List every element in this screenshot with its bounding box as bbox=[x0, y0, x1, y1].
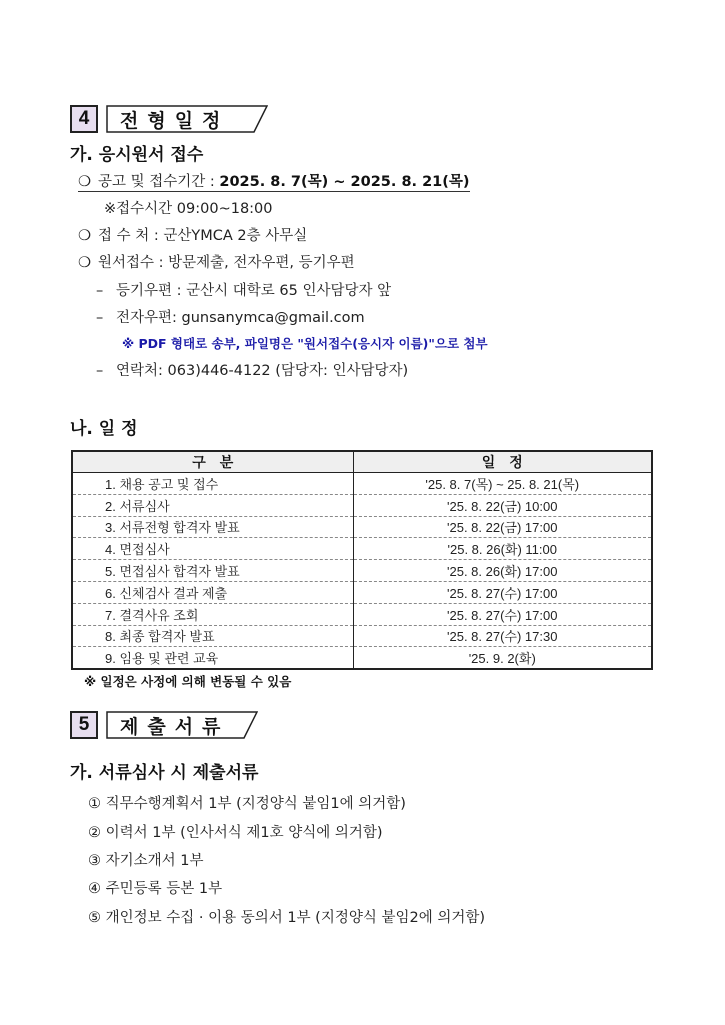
row-date: '25. 9. 2(화) bbox=[353, 647, 652, 669]
document-item: ③ 자기소개서 1부 bbox=[88, 853, 204, 869]
row-item: 9. 임용 및 관련 교육 bbox=[105, 651, 219, 667]
section-title: 전형일정 bbox=[120, 109, 230, 132]
circle-bullet-icon: ❍ bbox=[78, 228, 91, 244]
row-date: '25. 8. 22(금) 10:00 bbox=[353, 494, 652, 516]
subsection-heading: 가. 응시원서 접수 bbox=[70, 145, 204, 165]
row-item: 5. 면접심사 합격자 발표 bbox=[72, 560, 353, 582]
row-date: '25. 8. 27(수) 17:00 bbox=[353, 581, 652, 603]
table-row bbox=[72, 603, 652, 625]
period-underlined bbox=[78, 174, 470, 192]
dash-bullet-icon: – bbox=[96, 363, 104, 379]
circle-bullet-icon: ❍ bbox=[78, 255, 91, 271]
row-date: '25. 8. 22(금) 17:00 bbox=[353, 516, 652, 538]
place-line bbox=[78, 224, 307, 245]
table-row bbox=[72, 647, 652, 669]
registered-mail-text: 등기우편 : 군산시 대학로 65 인사담당자 앞 bbox=[116, 283, 392, 299]
header-category: 구분 bbox=[72, 451, 353, 473]
period-label: 공고 및 접수기간 : bbox=[98, 174, 220, 190]
row-item: 3. 서류전형 합격자 발표 bbox=[72, 516, 353, 538]
circle-bullet-icon: ❍ bbox=[78, 174, 91, 190]
table-row bbox=[72, 625, 652, 647]
contact-text: 연락처: 063)446-4122 (담당자: 인사담당자) bbox=[116, 363, 409, 379]
row-date: '25. 8. 26(화) 17:00 bbox=[353, 560, 652, 582]
section-title-box bbox=[106, 105, 268, 133]
place-text: 접 수 처 : 군산YMCA 2층 사무실 bbox=[98, 228, 308, 244]
table-row bbox=[72, 516, 652, 538]
table-row bbox=[72, 581, 652, 603]
row-item: 6. 신체검사 결과 제출 bbox=[72, 581, 353, 603]
row-date: '25. 8. 7(목) ~ 25. 8. 21(목) bbox=[353, 473, 652, 495]
document-item: ⑤ 개인정보 수집 · 이용 동의서 1부 (지정양식 붙임2에 의거함) bbox=[88, 910, 486, 926]
period-value: 2025. 8. 7(목) ~ 2025. 8. 21(목) bbox=[219, 174, 470, 190]
section-title-box bbox=[106, 711, 258, 739]
method-line bbox=[78, 251, 355, 272]
table-row bbox=[72, 494, 652, 516]
email-line bbox=[96, 306, 365, 327]
dash-bullet-icon: – bbox=[96, 310, 104, 326]
section-4-header bbox=[70, 104, 268, 134]
section-5-header bbox=[70, 710, 258, 740]
document-item: ④ 주민등록 등본 1부 bbox=[88, 881, 223, 897]
section-title: 제출서류 bbox=[120, 715, 230, 738]
section-number-box: 4 bbox=[70, 105, 98, 133]
row-item: 4. 면접심사 bbox=[72, 538, 353, 560]
registered-mail-line bbox=[96, 279, 391, 300]
row-item: 2. 서류심사 bbox=[72, 494, 353, 516]
schedule-table bbox=[71, 450, 653, 670]
row-item: 8. 최종 합격자 발표 bbox=[72, 625, 353, 647]
method-text: 원서접수 : 방문제출, 전자우편, 등기우편 bbox=[98, 255, 355, 271]
header-schedule: 일정 bbox=[353, 451, 652, 473]
section-number-box: 5 bbox=[70, 711, 98, 739]
time-note: ※접수시간 09:00~18:00 bbox=[104, 201, 273, 217]
row-date: '25. 8. 27(수) 17:00 bbox=[353, 603, 652, 625]
table-row bbox=[72, 538, 652, 560]
document-item: ② 이력서 1부 (인사서식 제1호 양식에 의거함) bbox=[88, 825, 383, 841]
table-row bbox=[72, 473, 652, 495]
row-item: 7. 결격사유 조회 bbox=[72, 603, 353, 625]
email-text: 전자우편: gunsanymca@gmail.com bbox=[116, 310, 365, 326]
contact-line bbox=[96, 359, 408, 380]
schedule-heading: 나. 일 정 bbox=[70, 419, 138, 439]
period-line bbox=[78, 170, 470, 191]
schedule-note: ※ 일정은 사정에 의해 변동될 수 있음 bbox=[84, 674, 292, 689]
row-item: 1. 채용 공고 및 접수 bbox=[72, 473, 353, 495]
email-note: ※ PDF 형태로 송부, 파일명은 "원서접수(응시자 이름)"으로 첨부 bbox=[122, 336, 488, 351]
document-item: ① 직무수행계획서 1부 (지정양식 붙임1에 의거함) bbox=[88, 796, 406, 812]
row-date: '25. 8. 27(수) 17:30 bbox=[353, 625, 652, 647]
row-date: '25. 8. 26(화) 11:00 bbox=[353, 538, 652, 560]
subsection-heading: 가. 서류심사 시 제출서류 bbox=[70, 763, 259, 783]
table-row bbox=[72, 560, 652, 582]
table-header-row bbox=[72, 451, 652, 473]
dash-bullet-icon: – bbox=[96, 283, 104, 299]
